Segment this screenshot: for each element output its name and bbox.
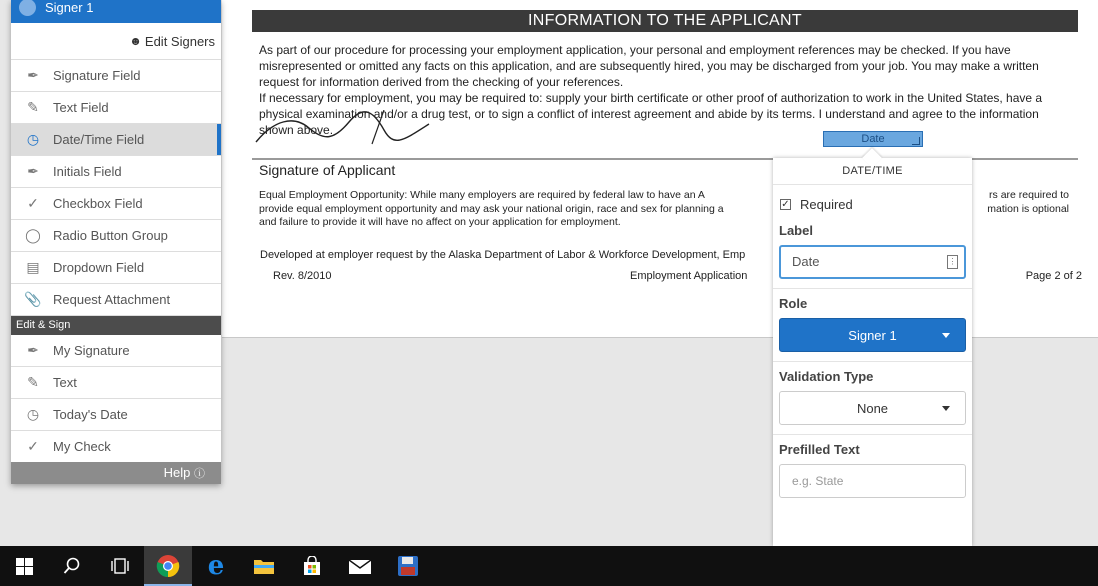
sidebar-item-label: Date/Time Field [53, 132, 145, 147]
help-button[interactable] [11, 462, 221, 484]
store-icon [302, 556, 322, 576]
sidebar-item-text[interactable] [11, 367, 221, 399]
label-input-value: Date [792, 254, 820, 269]
role-value: Signer 1 [848, 327, 897, 343]
handwritten-signature [254, 110, 434, 146]
sidebar-item-label: Text Field [53, 100, 109, 115]
developed-by-text: Developed at employer request by the Alaska Department of Labor & Workforce Development, Emp [260, 249, 746, 261]
panel-title: DATE/TIME [773, 158, 972, 185]
required-label: Required [800, 196, 853, 212]
sidebar-item-label: My Signature [53, 343, 130, 358]
divider [773, 288, 972, 289]
sidebar-item-label: Dropdown Field [53, 260, 145, 275]
page-number: Page 2 of 2 [1025, 270, 1082, 282]
sidebar-item-my-check[interactable] [11, 431, 221, 463]
floppy-disk-icon [397, 555, 419, 577]
edge-icon: e [207, 551, 225, 581]
edit-signers-label: Edit Signers [144, 33, 215, 49]
sidebar-item-label: Text [53, 375, 77, 390]
save-app-taskbar-button[interactable] [384, 546, 432, 586]
prefilled-text-heading: Prefilled Text [779, 442, 860, 457]
signer-header[interactable] [11, 0, 221, 23]
task-view-icon [110, 558, 130, 574]
caret-down-icon [942, 333, 950, 338]
doc-paragraph-2: If necessary for employment, you may be required to: supply your birth certificate or other proof of authorization to work in the United States, have a physical examination and/or a drug test, or to sign a conflict of interest agreement and abide by its terms. I understand and agree to the information shown above. [259, 91, 1043, 137]
pencil-icon: ✎ [27, 374, 39, 390]
task-view-button[interactable] [96, 546, 144, 586]
pencil-icon: ✎ [27, 99, 39, 115]
sidebar-item-radio-button-group[interactable] [11, 220, 221, 252]
required-checkbox-row[interactable] [773, 185, 972, 223]
sidebar-item-todays-date[interactable] [11, 399, 221, 431]
folder-icon [253, 557, 275, 575]
validation-type-value: None [856, 400, 889, 416]
prefilled-text-input[interactable]: e.g. State [779, 464, 966, 498]
user-avatar-icon [19, 0, 36, 16]
windows-logo-icon [16, 558, 33, 575]
chrome-icon [156, 554, 180, 578]
sidebar-item-checkbox-field[interactable] [11, 188, 221, 220]
field-options-icon[interactable]: ⋮ [947, 255, 958, 269]
caret-down-icon [942, 406, 950, 411]
help-label: Help [163, 465, 191, 480]
file-explorer-taskbar-button[interactable] [240, 546, 288, 586]
divider [773, 361, 972, 362]
store-taskbar-button[interactable] [288, 546, 336, 586]
mail-taskbar-button[interactable] [336, 546, 384, 586]
doc-paragraph-1: As part of our procedure for processing your employment application, your personal and employment references may be checked. If you have misrepresented or omitted any facts on this application, and are subsequently hired, you may be discharged from your job. You may make a written request for information derived from the checking of your references. [259, 43, 1039, 89]
sidebar-item-text-field[interactable] [11, 92, 221, 124]
dropdown-icon: ▤ [26, 259, 40, 275]
eeo-line1-left: Equal Employment Opportunity: While many employers are required by federal law to have an A [259, 189, 705, 201]
date-field-label: Date [861, 133, 885, 145]
eeo-line1-right: rs are required to [989, 189, 1069, 201]
validation-type-dropdown[interactable] [779, 391, 966, 425]
pen-nib-icon: ✒ [27, 163, 39, 179]
sidebar-item-my-signature[interactable] [11, 335, 221, 367]
sidebar-item-label: Today's Date [53, 407, 128, 422]
os-taskbar [0, 546, 1098, 586]
edit-signers-button[interactable] [11, 23, 221, 60]
search-icon [63, 557, 81, 575]
eeo-line2-right: mation is optional [987, 202, 1069, 215]
doc-section-header: INFORMATION TO THE APPLICANT [252, 10, 1078, 32]
sidebar-item-label: My Check [53, 439, 111, 454]
search-button[interactable] [48, 546, 96, 586]
pen-nib-icon: ✒ [27, 342, 39, 358]
radio-icon: ◯ [25, 227, 41, 243]
sidebar-item-label: Checkbox Field [53, 196, 143, 211]
clock-icon: ◷ [26, 131, 40, 147]
sidebar-item-label: Request Attachment [53, 292, 171, 307]
role-dropdown[interactable] [779, 318, 966, 352]
signature-title: Signature of Applicant [259, 162, 396, 178]
role-heading: Role [779, 296, 808, 311]
date-field-placeholder[interactable] [823, 131, 923, 147]
paperclip-icon: 📎 [24, 291, 42, 307]
edge-taskbar-button[interactable] [192, 546, 240, 586]
revision-text: Rev. 8/2010 [273, 270, 332, 282]
sidebar-item-request-attachment[interactable] [11, 284, 221, 316]
mail-icon [348, 557, 372, 575]
resize-handle-icon[interactable] [912, 137, 920, 145]
chrome-taskbar-button[interactable] [144, 546, 192, 586]
field-sidebar [11, 0, 221, 484]
checkbox-checked-icon[interactable]: ✓ [781, 198, 790, 210]
sidebar-item-label: Radio Button Group [53, 228, 168, 243]
sidebar-item-label: Initials Field [53, 164, 122, 179]
sidebar-item-label: Signature Field [53, 68, 141, 83]
label-input[interactable] [779, 245, 966, 279]
sidebar-item-date-time-field[interactable] [11, 124, 221, 156]
clock-icon: ◷ [26, 406, 40, 422]
validation-type-heading: Validation Type [779, 369, 874, 384]
signer-name: Signer 1 [45, 0, 94, 15]
checkmark-icon: ✓ [27, 195, 39, 211]
eeo-line2-left: provide equal employment opportunity and may ask your national origin, race and sex for planning a [259, 202, 724, 215]
divider [773, 434, 972, 435]
label-heading: Label [779, 223, 813, 238]
question-circle-icon: ⓘ [194, 468, 205, 480]
eeo-line3: and failure to provide it will have no affect on your application for employment. [259, 216, 621, 228]
pen-nib-icon: ✒ [27, 67, 39, 83]
sidebar-item-signature-field[interactable] [11, 60, 221, 92]
sidebar-item-dropdown-field[interactable] [11, 252, 221, 284]
field-properties-panel [773, 158, 972, 546]
checkmark-icon: ✓ [27, 438, 39, 454]
sidebar-item-initials-field[interactable] [11, 156, 221, 188]
section-header-edit-sign: Edit & Sign [11, 316, 221, 335]
form-name-text: Employment Application [630, 270, 748, 282]
person-icon: ☻ [129, 34, 142, 48]
start-button[interactable] [0, 546, 48, 586]
